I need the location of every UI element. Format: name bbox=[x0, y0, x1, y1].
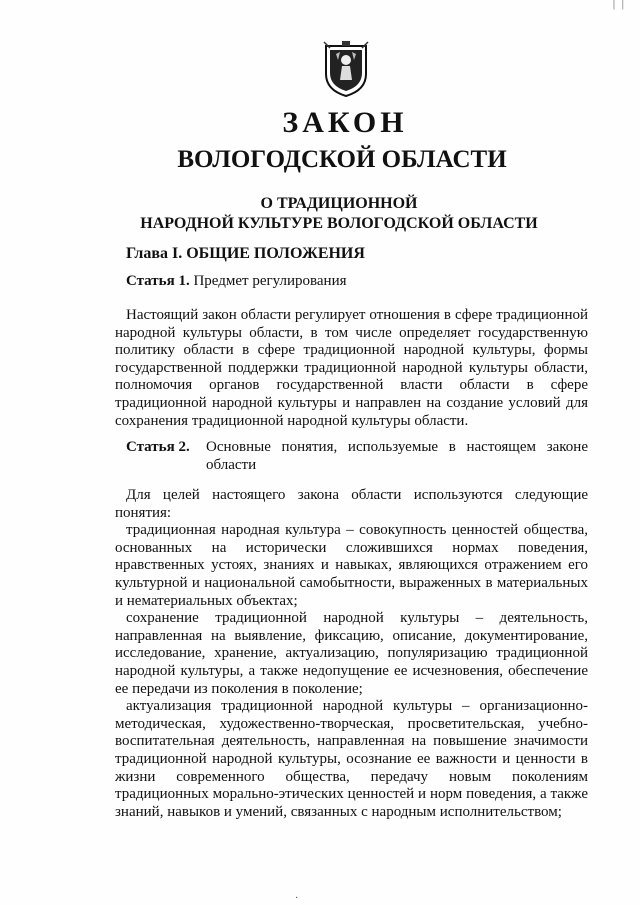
law-name-line2: НАРОДНОЙ КУЛЬТУРЕ ВОЛОГОДСКОЙ ОБЛАСТИ bbox=[140, 215, 538, 232]
definition-item: сохранение традиционной народной культуры – деятельность, направленная на выявление, фиксацию, описание, документирование, исследование, хранение, актуализацию, популяризацию традиционной народной культуры, а также недопущение ее исчезновения, обеспечение ее передачи из поколения в поколение; bbox=[115, 610, 588, 697]
coat-of-arms-icon bbox=[322, 40, 370, 98]
chapter-heading: Глава I. ОБЩИЕ ПОЛОЖЕНИЯ bbox=[126, 245, 365, 262]
article1-heading bbox=[126, 273, 347, 290]
bottom-mark: · bbox=[295, 893, 299, 904]
article1-title: Предмет регулирования bbox=[193, 273, 347, 289]
law-name-line1: О ТРАДИЦИОННОЙ bbox=[260, 195, 418, 212]
document-subtitle: ВОЛОГОДСКОЙ ОБЛАСТИ bbox=[177, 146, 507, 173]
article1-text: Настоящий закон области регулирует отношения в сфере традиционной народной культуры области, в том числе определяет государственную политику области в сфере традиционной народной культуры, формы государственной поддержки традиционной народной культуры области, полномочия органов государственной власти области в сфере традиционной народной культуры и направлен на создание условий для сохранения традиционной народной культуры области. bbox=[115, 307, 588, 429]
article2-body bbox=[115, 487, 588, 821]
corner-mark: | | bbox=[612, 0, 626, 10]
law-name bbox=[0, 194, 640, 234]
article1-number: Статья 1. bbox=[126, 273, 190, 289]
article2-title: Основные понятия, используемые в настоящем законе области bbox=[206, 439, 588, 473]
document-title: ЗАКОН bbox=[282, 106, 408, 139]
article2-heading bbox=[126, 438, 588, 474]
definition-item: традиционная народная культура – совокупность ценностей общества, основанных на исторически сложившихся нормах поведения, нравственных устоях, знаниях и навыках, являющихся отражением его культурной и национальной самобытности, выраженных в материальных и нематериальных объектах; bbox=[115, 522, 588, 609]
definition-item: актуализация традиционной народной культуры – организационно-методическая, художественно-творческая, просветительская, учебно-воспитательная деятельность, направленная на повышение значимости традиционной народной культуры, осознание ее важности и ценности в жизни современного общества, передачу новым поколениям традиционных морально-этических ценностей и норм поведения, а также знаний, навыков и умений, связанных с народным исполнительством; bbox=[115, 698, 588, 820]
article2-number: Статья 2. bbox=[126, 439, 190, 455]
article1-body bbox=[115, 307, 588, 430]
article2-intro: Для целей настоящего закона области используются следующие понятия: bbox=[115, 487, 588, 521]
